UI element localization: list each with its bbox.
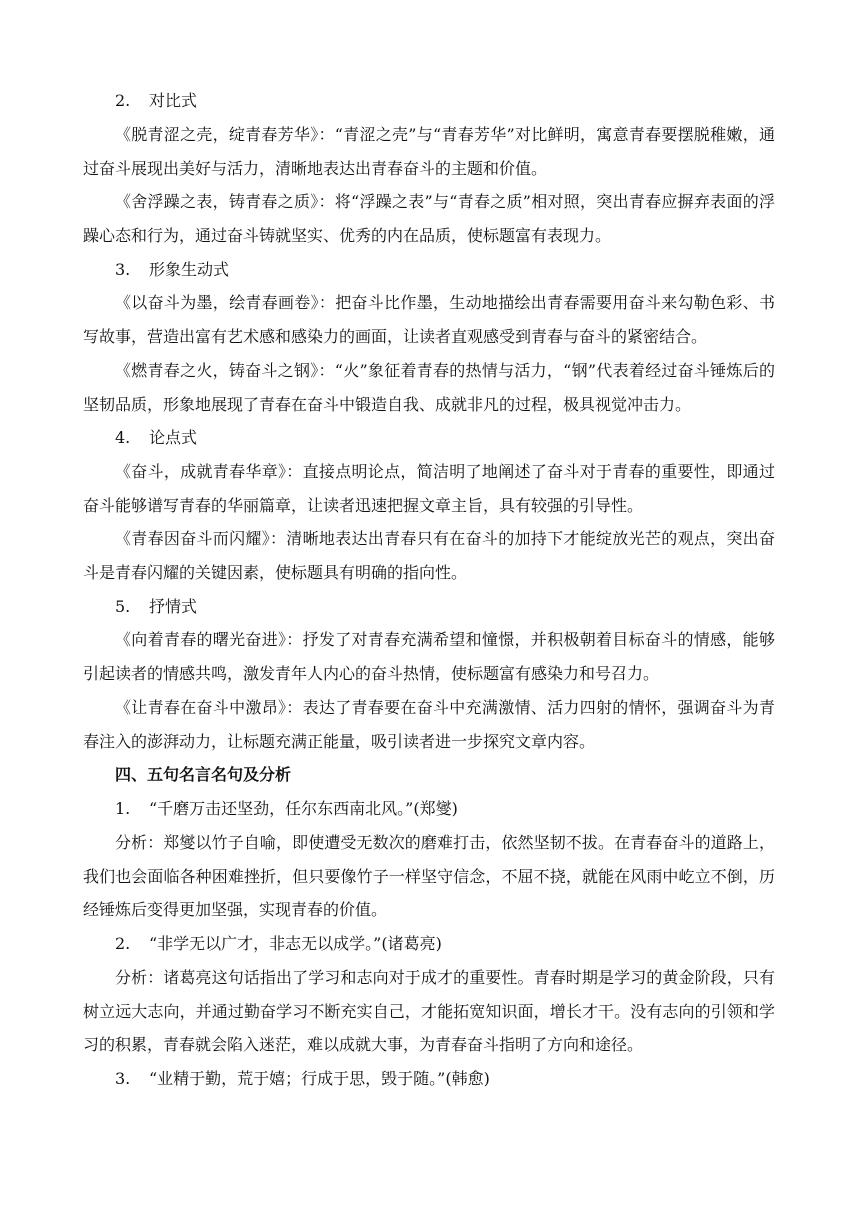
paragraph: 《向着青春的曙光奋进》：抒发了对青春充满希望和憧憬，并积极朝着目标奋斗的情感，能够引起读者的情感共鸣，激发青年人内心的奋斗热情，使标题富有感染力和号召力。 bbox=[83, 630, 775, 683]
quote-item: 3. “业精于勤，荒于嬉；行成于思，毁于随。”(韩愈) bbox=[115, 1069, 490, 1088]
paragraph: 《以奋斗为墨，绘青春画卷》：把奋斗比作墨，生动地描绘出青春需要用奋斗来勾勒色彩、书写故事，营造出富有艺术感和感染力的画面，让读者直观感受到青春与奋斗的紧密结合。 bbox=[83, 293, 775, 346]
paragraph: 《让青春在奋斗中激昂》：表达了青春要在奋斗中充满激情、活力四射的情怀，强调奋斗为青春注入的澎湃动力，让标题充满正能量，吸引读者进一步探究文章内容。 bbox=[83, 698, 775, 751]
analysis-paragraph: 分析：诸葛亮这句话指出了学习和志向对于成才的重要性。青春时期是学习的黄金阶段，只有树立远大志向，并通过勤奋学习不断充实自己，才能拓宽知识面，增长才干。没有志向的引领和学习的积累，青春就会陷入迷茫，难以成就大事，为青春奋斗指明了方向和途径。 bbox=[83, 968, 775, 1055]
section-heading: 四、五句名言名句及分析 bbox=[115, 765, 292, 784]
paragraph: 《舍浮躁之表，铸青春之质》：将“浮躁之表”与“青春之质”相对照，突出青春应摒弃表面的浮躁心态和行为，通过奋斗铸就坚实、优秀的内在品质，使标题富有表现力。 bbox=[83, 192, 775, 245]
list-item-heading: 3. 形象生动式 bbox=[115, 260, 230, 279]
paragraph: 《燃青春之火，铸奋斗之钢》：“火”象征着青春的热情与活力，“钢”代表着经过奋斗锤炼后的坚韧品质，形象地展现了青春在奋斗中锻造自我、成就非凡的过程，极具视觉冲击力。 bbox=[83, 361, 775, 414]
list-item-heading: 5. 抒情式 bbox=[115, 597, 198, 616]
paragraph: 《脱青涩之壳，绽青春芳华》：“青涩之壳”与“青春芳华”对比鲜明，寓意青春要摆脱稚嫩，通过奋斗展现出美好与活力，清晰地表达出青春奋斗的主题和价值。 bbox=[83, 125, 775, 178]
list-item-heading: 2. 对比式 bbox=[115, 91, 198, 110]
paragraph: 《奋斗，成就青春华章》：直接点明论点，简洁明了地阐述了奋斗对于青春的重要性，即通过奋斗能够谱写青春的华丽篇章，让读者迅速把握文章主旨，具有较强的引导性。 bbox=[83, 462, 775, 515]
paragraph: 《青春因奋斗而闪耀》：清晰地表达出青春只有在奋斗的加持下才能绽放光芒的观点，突出奋斗是青春闪耀的关键因素，使标题具有明确的指向性。 bbox=[83, 529, 775, 582]
analysis-paragraph: 分析：郑燮以竹子自喻，即使遭受无数次的磨难打击，依然坚韧不拔。在青春奋斗的道路上，我们也会面临各种困难挫折，但只要像竹子一样坚守信念，不屈不挠，就能在风雨中屹立不倒，历经锤炼后变得更加坚强，实现青春的价值。 bbox=[83, 833, 775, 920]
list-item-heading: 4. 论点式 bbox=[115, 428, 198, 447]
quote-item: 2. “非学无以广才，非志无以成学。”(诸葛亮) bbox=[115, 934, 442, 953]
quote-item: 1. “千磨万击还坚劲，任尔东西南北风。”(郑燮) bbox=[115, 799, 458, 818]
